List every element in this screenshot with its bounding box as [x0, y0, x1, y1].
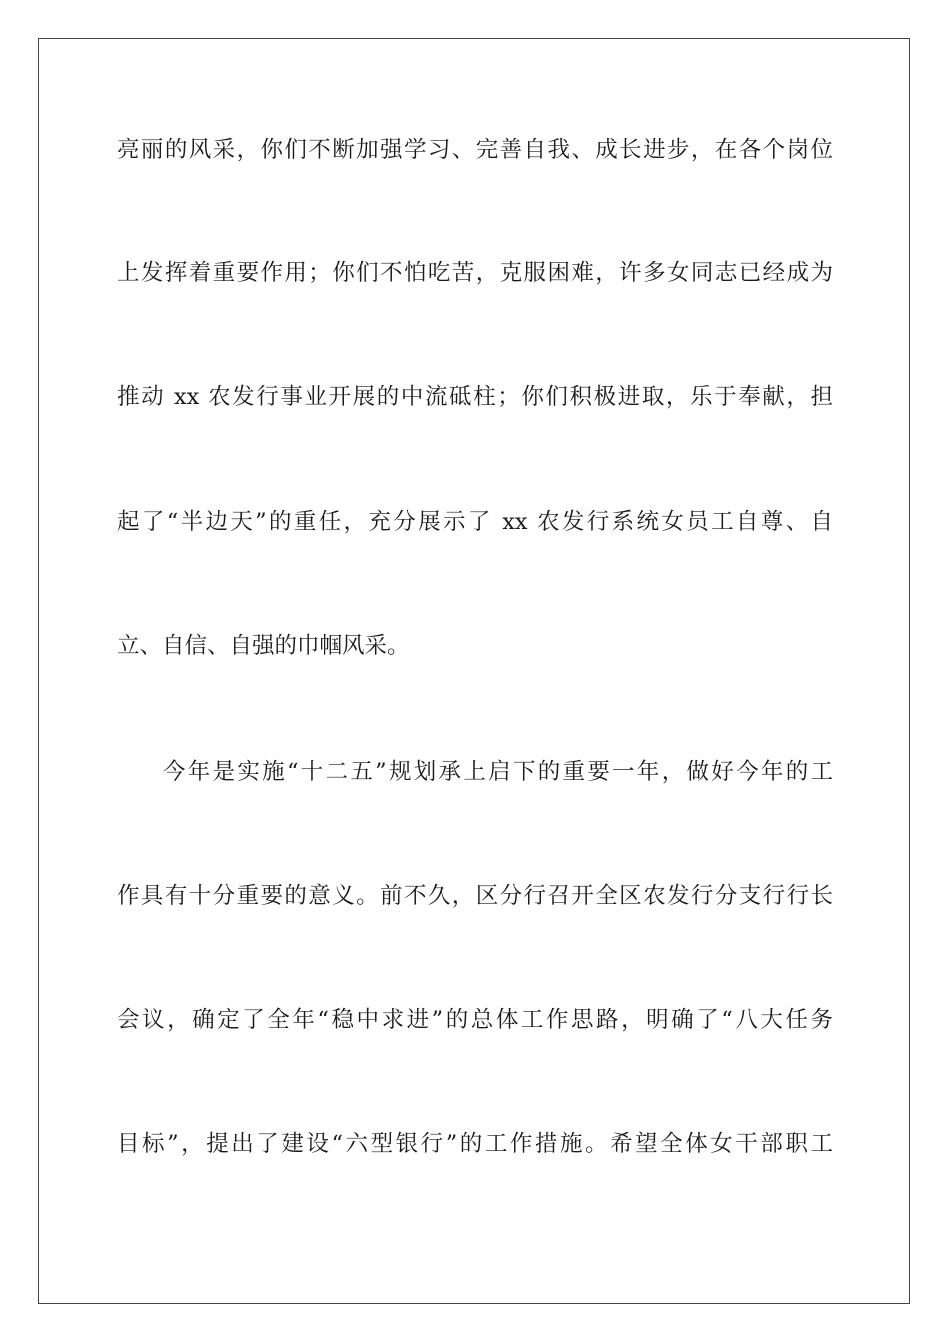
paragraph-line: 推动 xx 农发行事业开展的中流砥柱；你们积极进取，乐于奉献，担: [117, 384, 833, 410]
paragraph-line: 起了“半边天”的重任，充分展示了 xx 农发行系统女员工自尊、自: [117, 509, 833, 535]
paragraph-line: 目标”，提出了建设“六型银行”的工作措施。希望全体女干部职工: [117, 1131, 833, 1157]
paragraph-line: 会议，确定了全年“稳中求进”的总体工作思路，明确了“八大任务: [117, 1007, 833, 1033]
paragraph-line: 作具有十分重要的意义。前不久，区分行召开全区农发行分支行行长: [117, 883, 833, 909]
paragraph-line: 今年是实施“十二五”规划承上启下的重要一年，做好今年的工: [163, 759, 833, 785]
paragraph-line: 亮丽的风采，你们不断加强学习、完善自我、成长进步，在各个岗位: [117, 137, 833, 163]
paragraph-line: 立、自信、自强的巾帼风采。: [117, 633, 410, 659]
paragraph-line: 上发挥着重要作用；你们不怕吃苦，克服困难，许多女同志已经成为: [117, 260, 833, 286]
page-border: [38, 38, 910, 1304]
